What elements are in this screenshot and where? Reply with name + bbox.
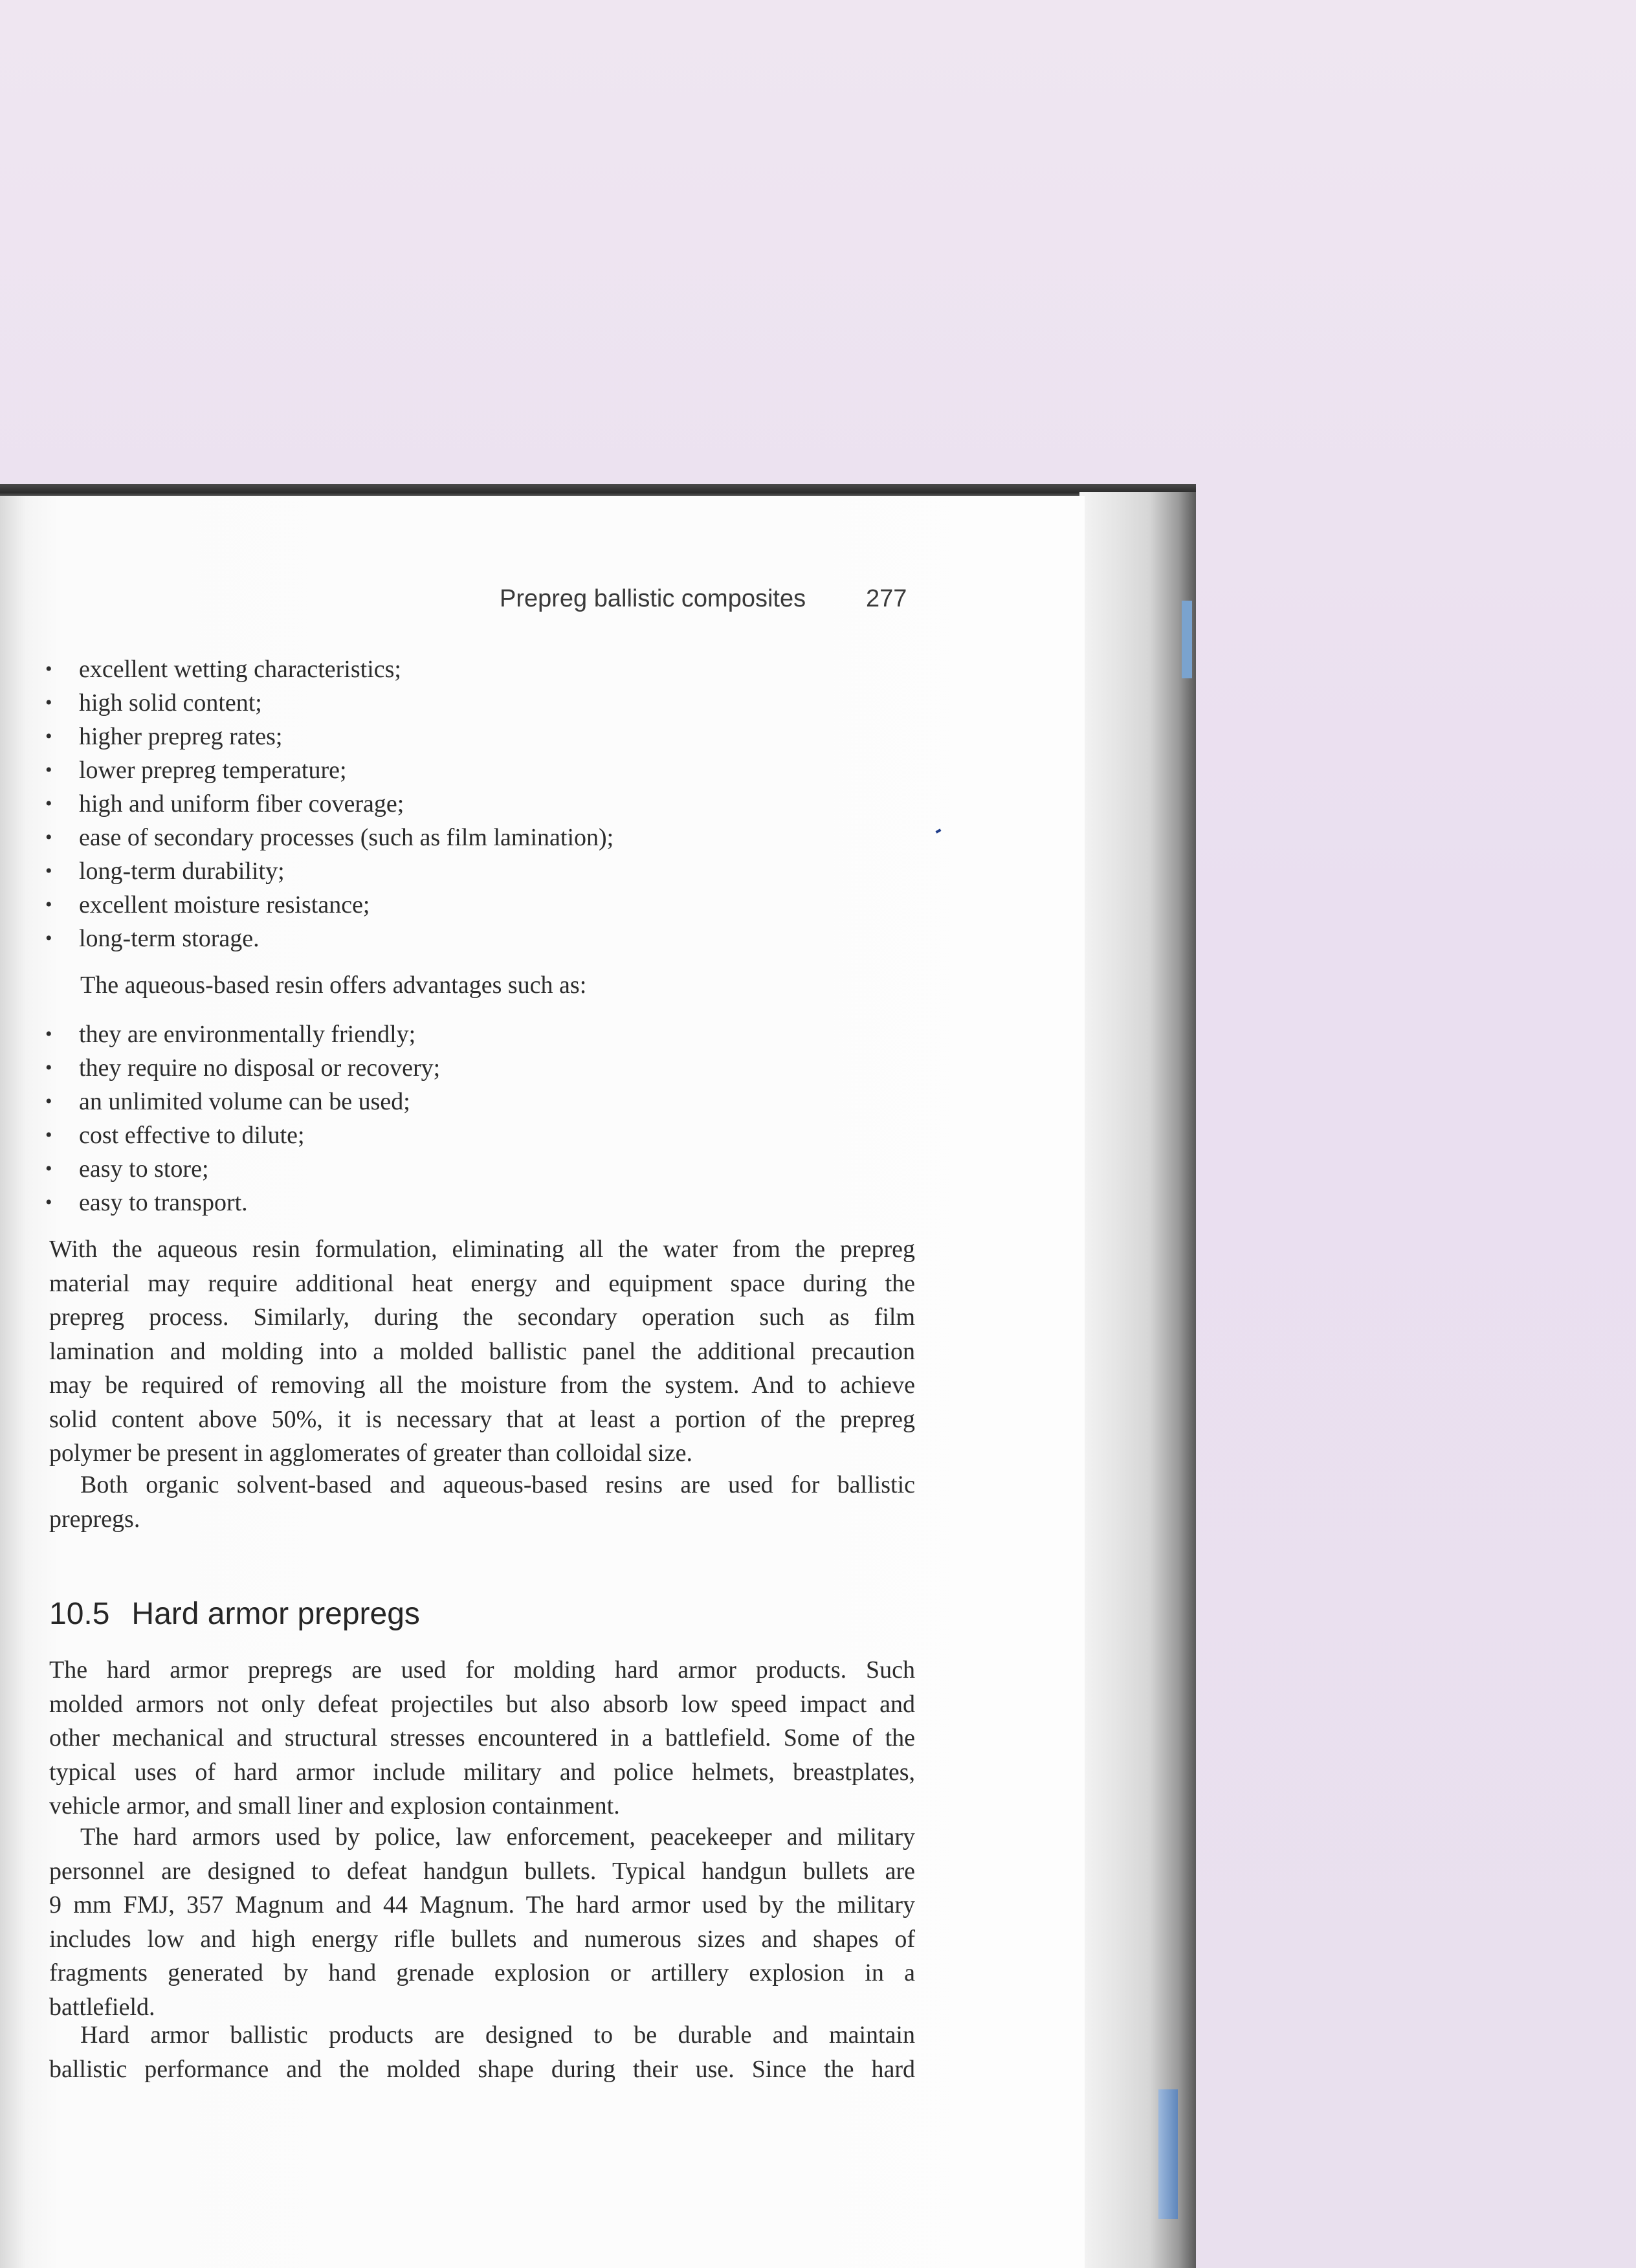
list-item: • easy to transport. <box>45 1186 440 1219</box>
bullet-icon: • <box>45 1057 52 1078</box>
list-item: • an unlimited volume can be used; <box>45 1085 440 1118</box>
list-item: • cost effective to dilute; <box>45 1118 440 1152</box>
list-item: • excellent wetting characteristics; <box>45 652 614 686</box>
list-item: • long-term storage. <box>45 922 614 955</box>
section-title: Hard armor prepregs <box>131 1597 420 1631</box>
text-line: includes low and high energy rifle bullets and numerous sizes and shapes of <box>49 1925 915 1953</box>
bullet-icon: • <box>45 1023 52 1045</box>
bullet-icon: • <box>45 1124 52 1146</box>
text-line: ballistic performance and the molded shape during their use. Since the hard <box>49 2055 915 2083</box>
text-line: 9 mm FMJ, 357 Magnum and 44 Magnum. The hard armor used by the military <box>49 1891 915 1918</box>
text-line: may be required of removing all the moisture from the system. And to achieve <box>49 1372 915 1399</box>
list-item: • high solid content; <box>45 686 614 720</box>
text-line: other mechanical and structural stresses encountered in a battlefield. Some of the <box>49 1724 915 1751</box>
paragraph-hard-armor-intro <box>49 1653 915 1823</box>
list-item: • easy to store; <box>45 1152 440 1186</box>
page-tab-marker-bottom <box>1158 2089 1178 2219</box>
bullet-icon: • <box>45 1158 52 1179</box>
paragraph-aqueous-formulation <box>49 1232 915 1471</box>
text-line: solid content above 50%, it is necessary that at least a portion of the prepreg <box>49 1405 915 1433</box>
text-line: polymer be present in agglomerates of greater than colloidal size. <box>49 1440 692 1467</box>
bullet-icon: • <box>45 759 52 781</box>
bullet-icon: • <box>45 860 52 882</box>
text-line: material may require additional heat energy and equipment space during the <box>49 1269 915 1297</box>
list-item: • they are environmentally friendly; <box>45 1017 440 1051</box>
list-item: • excellent moisture resistance; <box>45 888 614 922</box>
section-number: 10.5 <box>49 1597 110 1631</box>
text-line: fragments generated by hand grenade explosion or artillery explosion in a <box>49 1959 915 1986</box>
text-line: prepreg process. Similarly, during the secondary operation such as film <box>49 1304 915 1331</box>
bullet-icon: • <box>45 928 52 949</box>
bullet-icon: • <box>45 658 52 680</box>
text-line: With the aqueous resin formulation, eliminating all the water from the prepreg <box>49 1236 915 1263</box>
bullet-icon: • <box>45 1192 52 1213</box>
list-item: • they require no disposal or recovery; <box>45 1051 440 1085</box>
list-item: • higher prepreg rates; <box>45 720 614 753</box>
section-heading <box>49 1596 420 1632</box>
list-item: • lower prepreg temperature; <box>45 753 614 787</box>
paragraph-hard-armor-durability <box>49 2018 915 2086</box>
paragraph-both-resins <box>49 1468 915 1536</box>
list-item: • ease of secondary processes (such as film lamination); <box>45 821 614 854</box>
text-line: The hard armor prepregs are used for molding hard armor products. Such <box>49 1656 915 1684</box>
running-head: Prepreg ballistic composites <box>500 585 806 612</box>
lead-sentence: The aqueous-based resin offers advantages such as: <box>80 972 587 999</box>
bullet-list-advantages <box>45 1017 440 1219</box>
book-page-stack <box>1079 492 1196 2268</box>
text-line: typical uses of hard armor include military and police helmets, breastplates, <box>49 1758 915 1786</box>
text-line: vehicle armor, and small liner and explosion containment. <box>49 1792 620 1819</box>
text-line: prepregs. <box>49 1505 140 1533</box>
text-line: battlefield. <box>49 1993 155 2021</box>
list-item: • high and uniform fiber coverage; <box>45 787 614 821</box>
page-number: 277 <box>866 585 907 612</box>
text-line: molded armors not only defeat projectiles but also absorb low speed impact and <box>49 1690 915 1718</box>
bullet-icon: • <box>45 793 52 814</box>
text-line: The hard armors used by police, law enforcement, peacekeeper and military <box>80 1823 915 1851</box>
page-tab-marker-top <box>1182 601 1192 678</box>
bullet-icon: • <box>45 1091 52 1112</box>
bullet-icon: • <box>45 894 52 915</box>
paragraph-hard-armor-threats <box>49 1820 915 2024</box>
bullet-icon: • <box>45 827 52 848</box>
bullet-icon: • <box>45 726 52 747</box>
bullet-list-properties <box>45 652 614 955</box>
list-item: • long-term durability; <box>45 854 614 888</box>
text-line: Both organic solvent-based and aqueous-based resins are used for ballistic <box>80 1471 915 1498</box>
text-line: lamination and molding into a molded ballistic panel the additional precaution <box>49 1337 915 1365</box>
bullet-icon: • <box>45 692 52 713</box>
text-line: personnel are designed to defeat handgun bullets. Typical handgun bullets are <box>49 1857 915 1885</box>
text-line: Hard armor ballistic products are designed to be durable and maintain <box>80 2021 915 2049</box>
